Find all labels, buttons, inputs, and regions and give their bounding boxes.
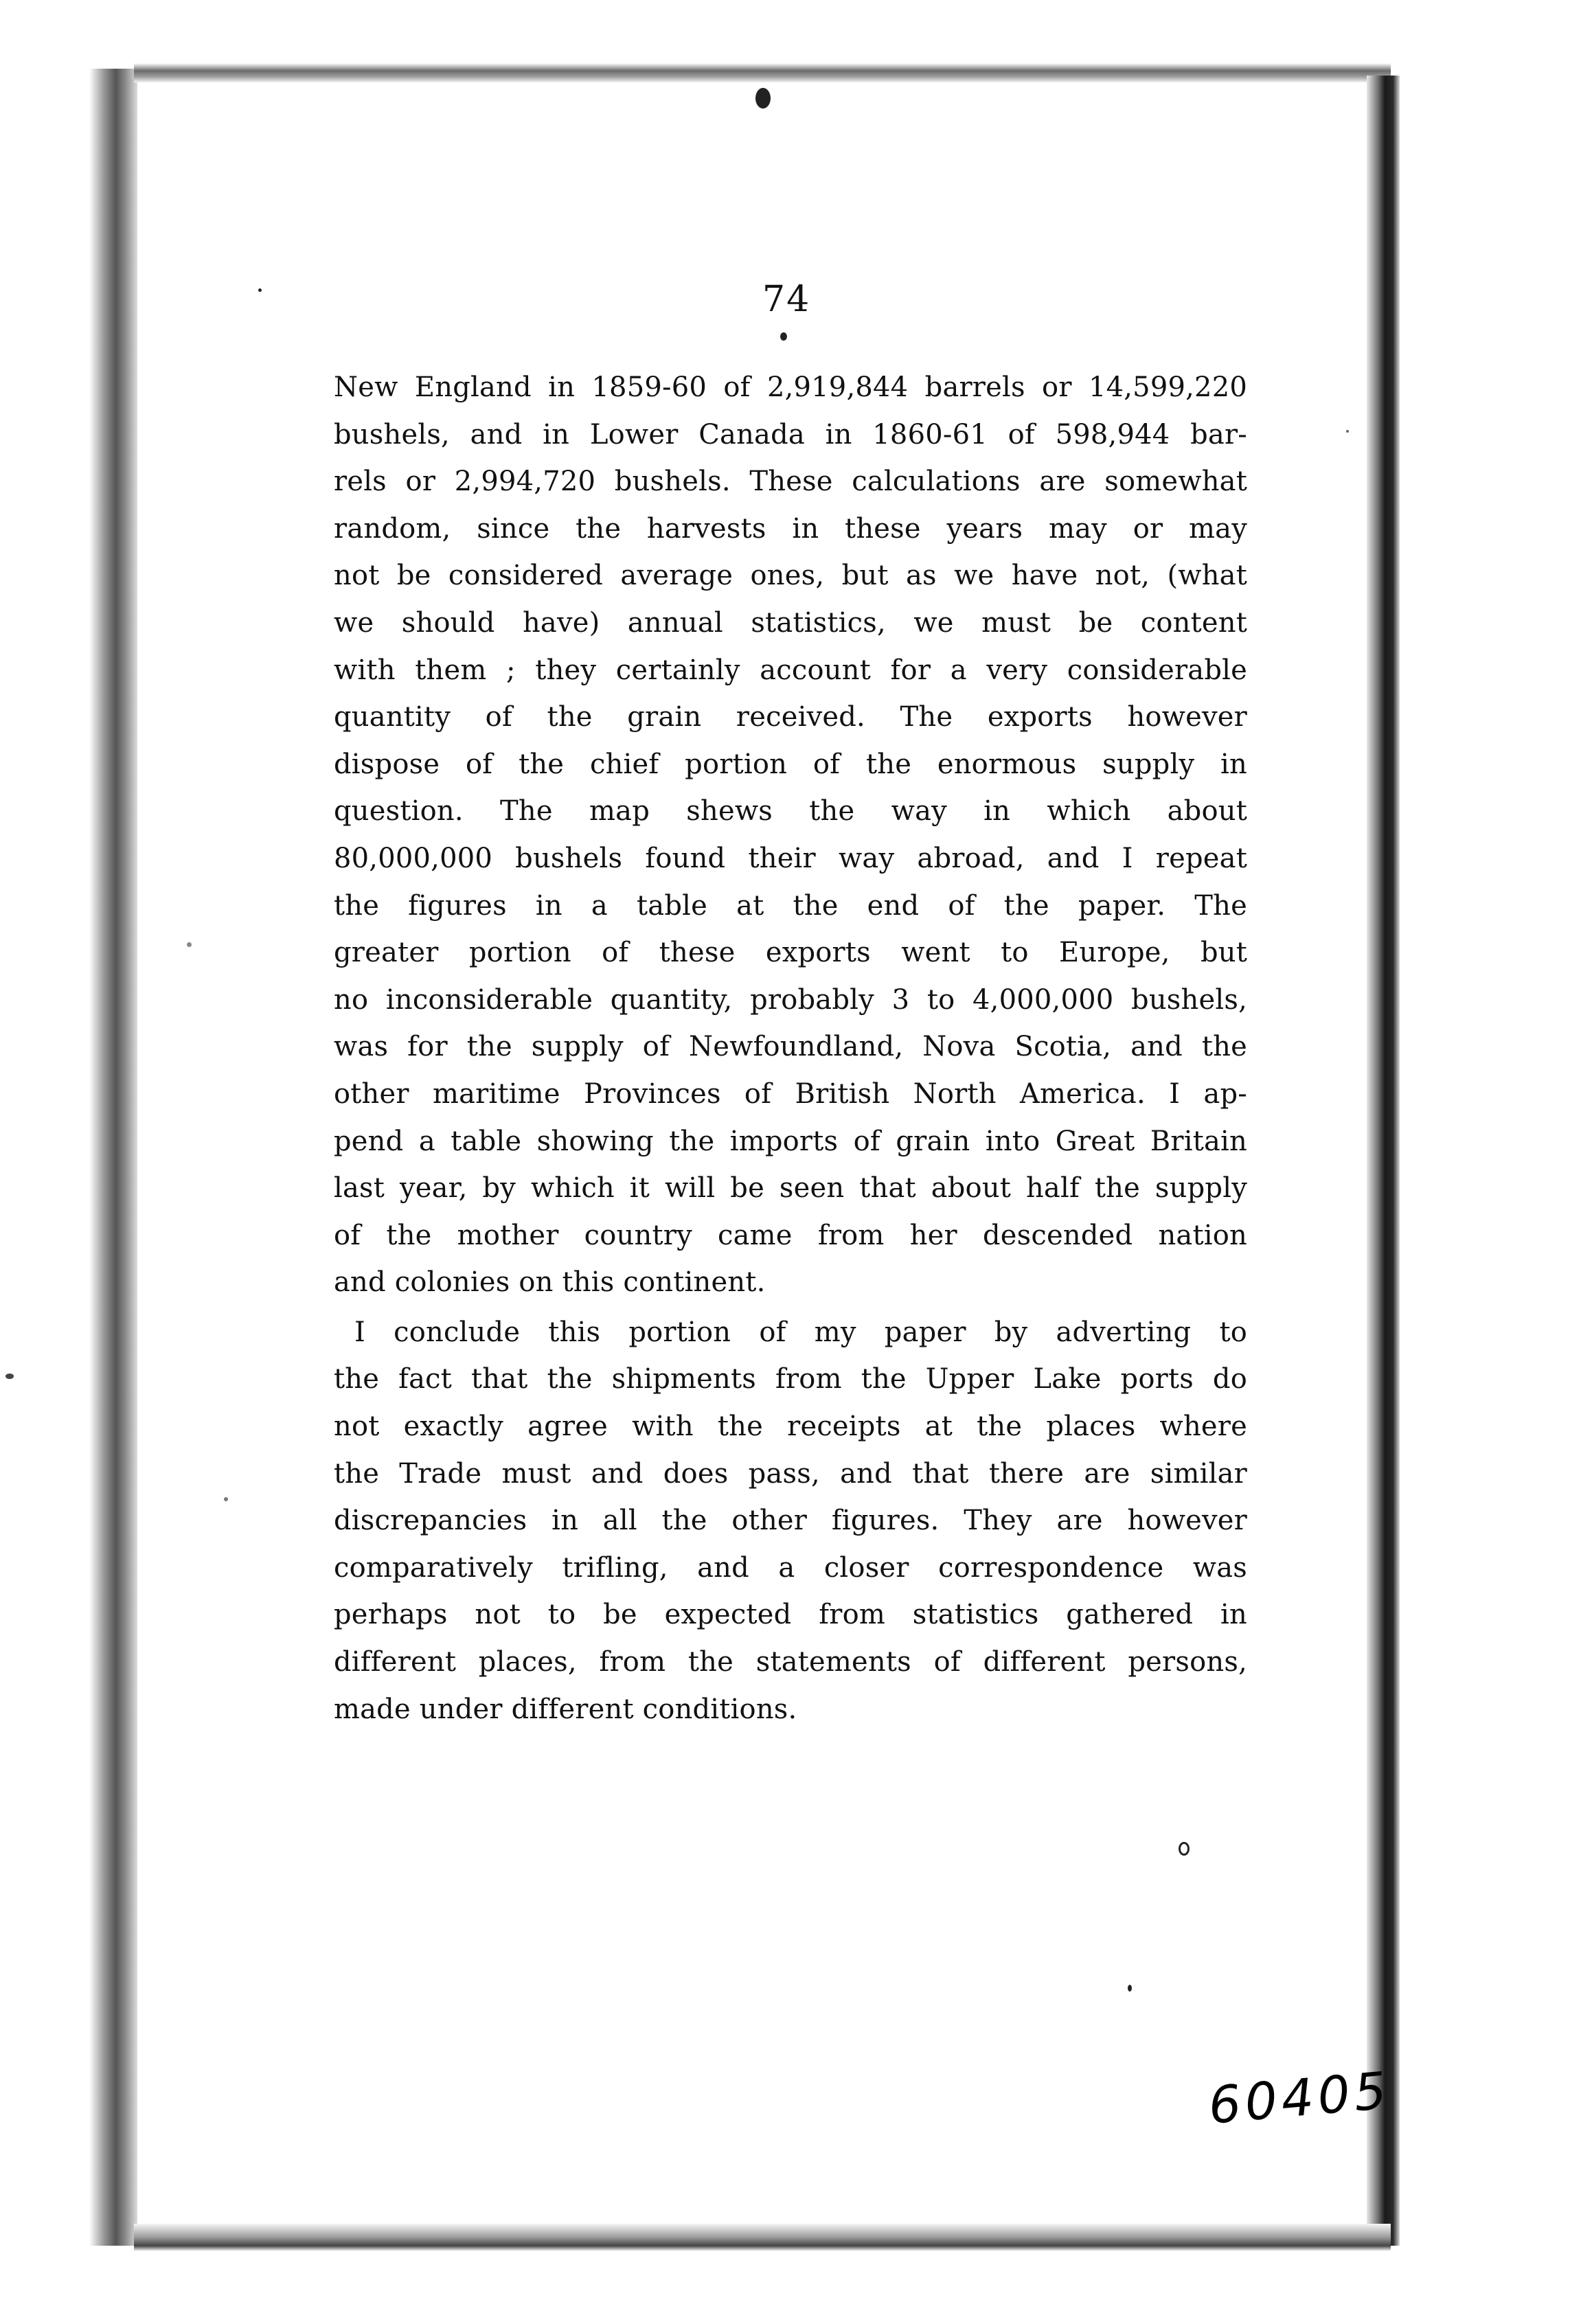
text-line: not exactly agree with the receipts at the places where bbox=[334, 1411, 1247, 1443]
text-line: quantity of the grain received. The exports however bbox=[334, 701, 1247, 733]
text-line: comparatively trifling, and a closer correspondence was bbox=[334, 1551, 1247, 1584]
scan-speck bbox=[258, 288, 262, 292]
text-line: New England in 1859-60 of 2,919,844 barrels or 14,599,220 bbox=[334, 372, 1247, 403]
scan-speck bbox=[5, 1374, 14, 1379]
text-line: not be considered average ones, but as we have not, (what bbox=[334, 560, 1247, 592]
text-line: perhaps not to be expected from statistics gathered in bbox=[334, 1599, 1247, 1631]
text-line: and colonies on this continent. bbox=[334, 1266, 766, 1299]
text-line: rels or 2,994,720 bushels. These calculations are somewhat bbox=[334, 466, 1247, 498]
text-line: was for the supply of Newfoundland, Nova Scotia, and the bbox=[334, 1031, 1247, 1063]
paragraph-1 bbox=[334, 364, 1247, 1306]
scan-border-top bbox=[134, 63, 1391, 82]
text-line: made under different conditions. bbox=[334, 1693, 797, 1725]
scan-speck bbox=[780, 332, 787, 341]
text-line: no inconsiderable quantity, probably 3 to 4,000,000 bushels, bbox=[334, 983, 1247, 1016]
text-line: 80,000,000 bushels found their way abroad, and I repeat bbox=[334, 842, 1247, 874]
text-line: the fact that the shipments from the Upper Lake ports do bbox=[334, 1363, 1247, 1395]
page-number: 74 bbox=[762, 279, 811, 320]
text-line: discrepancies in all the other figures. They are however bbox=[334, 1505, 1247, 1537]
scan-speck bbox=[187, 942, 192, 947]
scan-border-right bbox=[1367, 76, 1400, 2246]
text-line: different places, from the statements of different persons, bbox=[334, 1646, 1247, 1678]
scan-speck bbox=[224, 1497, 228, 1501]
text-line: other maritime Provinces of British North America. I ap- bbox=[334, 1078, 1247, 1110]
text-line: with them ; they certainly account for a very considerable bbox=[334, 654, 1247, 686]
text-line: dispose of the chief portion of the enormous supply in bbox=[334, 748, 1247, 780]
text-line: the Trade must and does pass, and that there are similar bbox=[334, 1457, 1247, 1490]
text-line: question. The map shews the way in which about bbox=[334, 795, 1247, 828]
text-line: I conclude this portion of my paper by adverting to bbox=[354, 1316, 1247, 1348]
handwritten-catalog-number: 60405 bbox=[1206, 2061, 1393, 2136]
body-text bbox=[334, 364, 1247, 1733]
scan-border-left bbox=[89, 69, 137, 2246]
scan-speck bbox=[1346, 430, 1349, 433]
paragraph-2 bbox=[334, 1309, 1247, 1733]
text-line: we should have) annual statistics, we must be content bbox=[334, 606, 1247, 639]
text-line: last year, by which it will be seen that about half the supply bbox=[334, 1172, 1247, 1205]
scan-speck bbox=[755, 88, 771, 109]
text-line: random, since the harvests in these years may or may bbox=[334, 512, 1247, 545]
text-line: of the mother country came from her descended nation bbox=[334, 1219, 1247, 1251]
text-line: bushels, and in Lower Canada in 1860-61 of 598,944 bar- bbox=[334, 418, 1247, 451]
text-line: greater portion of these exports went to Europe, but bbox=[334, 937, 1247, 969]
text-line: pend a table showing the imports of grain into Great Britain bbox=[334, 1125, 1247, 1157]
scan-border-bottom bbox=[134, 2224, 1391, 2251]
scan-speck bbox=[1179, 1842, 1190, 1856]
text-line: the figures in a table at the end of the paper. The bbox=[334, 889, 1247, 922]
scan-speck bbox=[1128, 1985, 1132, 1992]
